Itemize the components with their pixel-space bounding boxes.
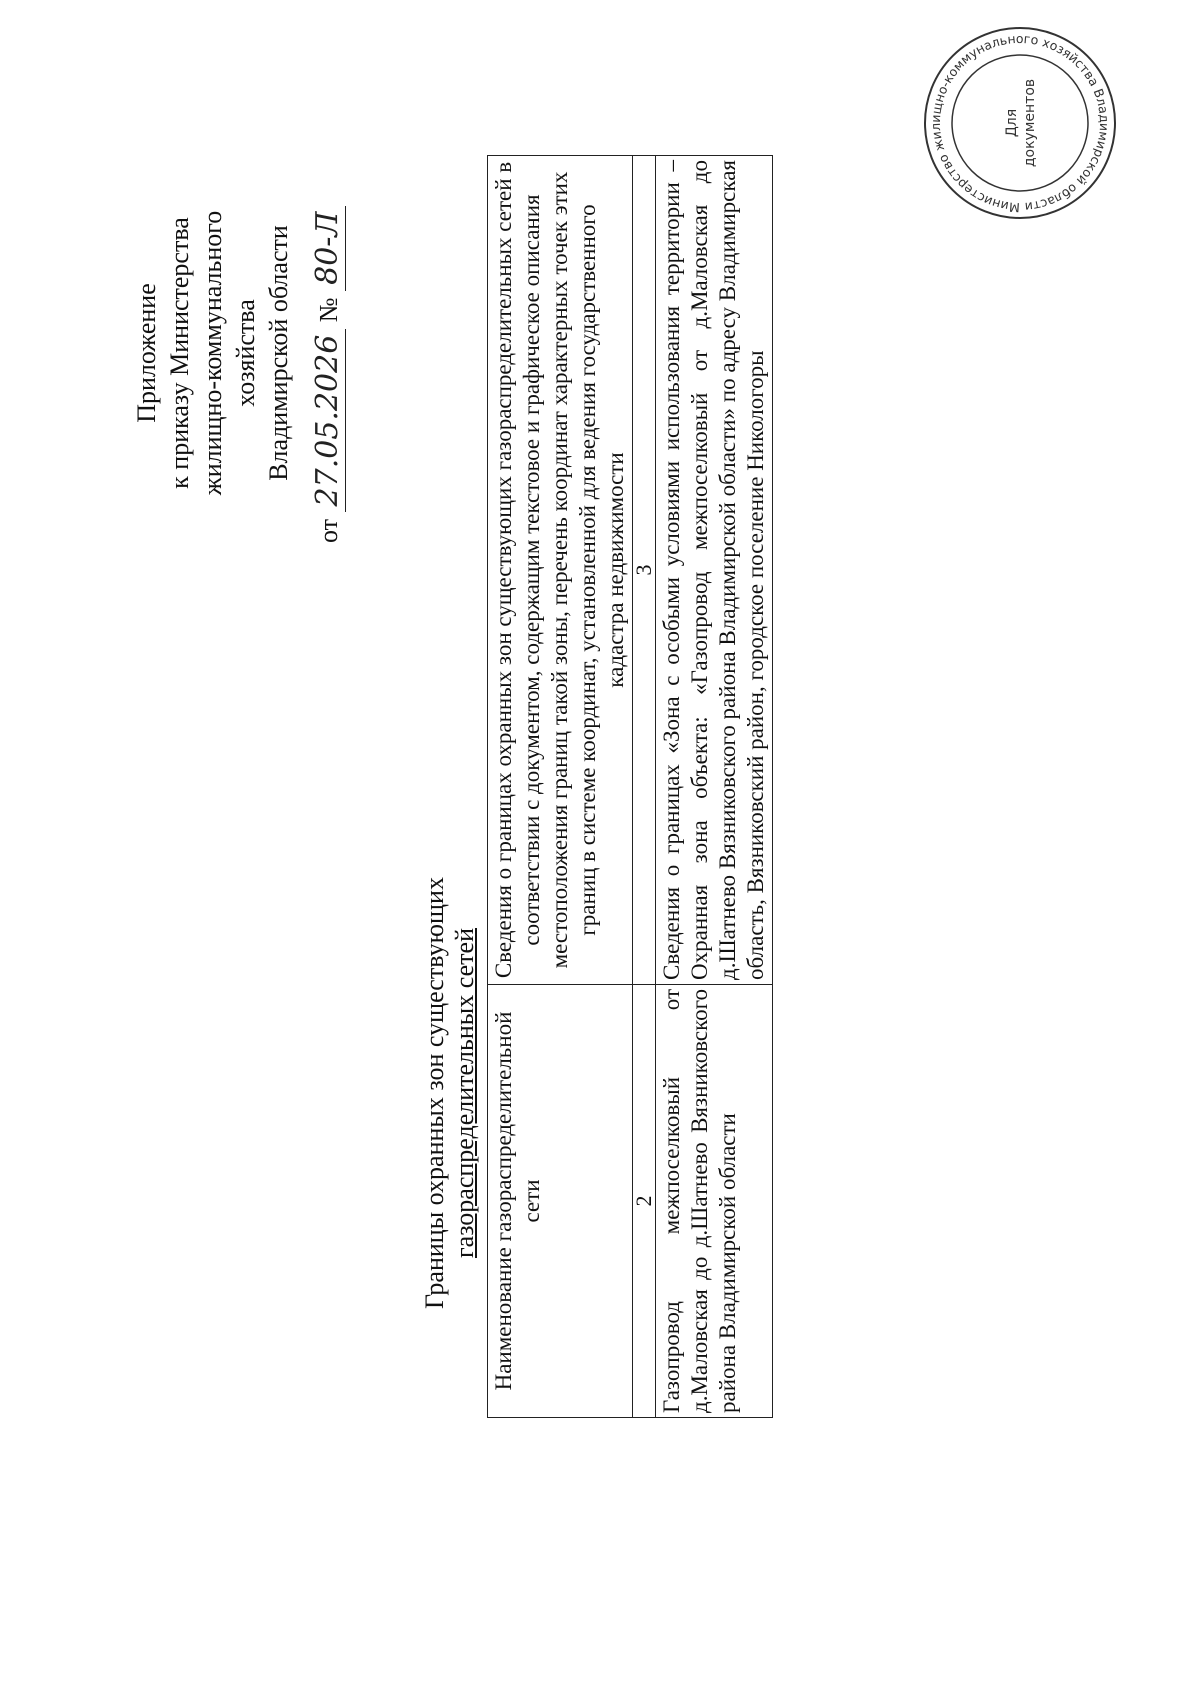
column-number-3: 3: [633, 156, 656, 985]
appendix-line-4: хозяйства: [231, 299, 260, 407]
appendix-line-3: жилищно-коммунального: [198, 210, 227, 496]
seal-ring-text: Министерство жилищно-коммунального хозяйства Владимирской области: [927, 30, 1113, 216]
cell-zone-info: Сведения о границах «Зона с особыми условиями использования территории – Охранная зона объекта: «Газопровод межпоселковый от д.Маловская до д.Шатнево Вязниковского района Владимирской области» по адресу Владимирская область, Вязниковский район, городское поселение Никологоры: [656, 156, 773, 985]
table-number-row: [633, 156, 656, 1418]
column-number-2: 2: [633, 985, 656, 1418]
table-header-row: [488, 156, 633, 1418]
appendix-line-5: Владимирской области: [264, 225, 293, 481]
header-cell-zone-info: Сведения о границах охранных зон существующих газораспределительных сетей в соответствии с документом, содержащим текстовое и графическое описания местоположения границ такой зоны, перечень координат характерных точек этих границ в системе координат, установленной для ведения государственного кадастра недвижимости: [488, 156, 633, 985]
table-row: [656, 156, 773, 1418]
seal-center-line-2: документов: [1022, 78, 1038, 168]
seal-center-line-1: Для: [1004, 108, 1020, 138]
order-date: 27.05.2026: [310, 329, 346, 513]
order-number-label: №: [314, 297, 343, 323]
order-date-line: [310, 123, 345, 543]
title-line-1: Границы охранных зон существующих: [420, 877, 449, 1309]
zones-table: [487, 155, 773, 1418]
order-from-label: от: [314, 518, 343, 543]
appendix-block: [130, 203, 295, 503]
title-line-2: газораспределительных сетей: [450, 928, 479, 1259]
order-number: 80-Л: [310, 206, 346, 291]
header-cell-network-name: Наименование газораспределительной сети: [488, 985, 633, 1418]
appendix-line-1: Приложение: [132, 283, 161, 423]
appendix-line-2: к приказу Министерства: [165, 217, 194, 489]
document-title: [420, 783, 480, 1403]
ministry-seal-stamp: [920, 23, 1120, 223]
cell-network-name: Газопровод межпоселковый от д.Маловская до д.Шатнево Вязниковского района Владимирской области: [656, 985, 773, 1418]
